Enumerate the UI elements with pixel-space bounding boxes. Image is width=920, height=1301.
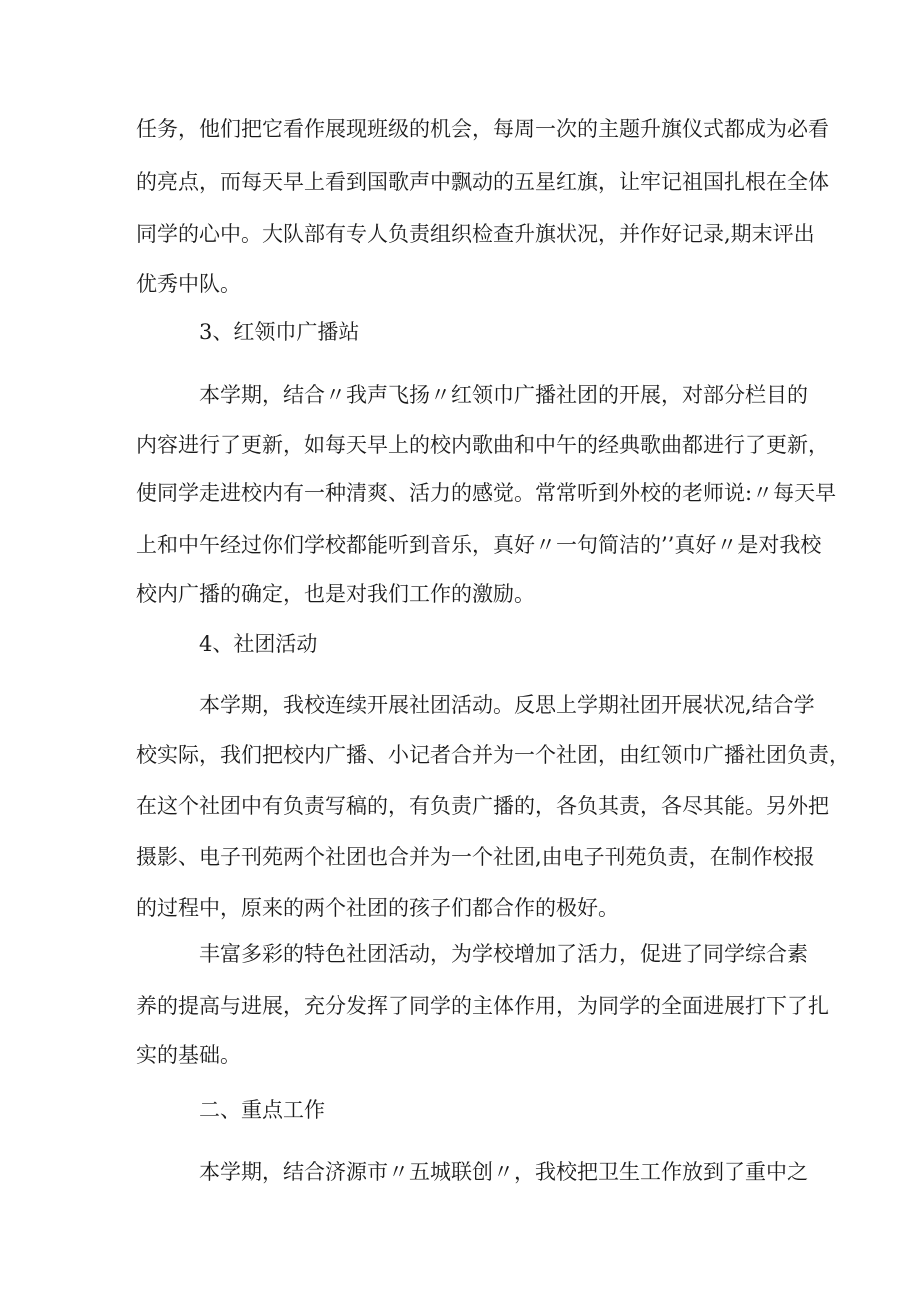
- paragraph-line: 使同学走进校内有一种清爽、活力的感觉。常常听到外校的老师说:〃每天早: [136, 481, 837, 505]
- paragraph-line: 在这个社团中有负责写稿的，有负责广播的，各负其责，各尽其能。另外把: [136, 794, 829, 818]
- paragraph-line: 本学期，我校连续开展社团活动。反思上学期社团开展状况,结合学: [199, 693, 815, 717]
- section-heading: 二、重点工作: [199, 1098, 325, 1122]
- paragraph-line: 上和中午经过你们学校都能听到音乐，真好〃一句简洁的’’真好〃是对我校: [136, 533, 822, 557]
- paragraph-line: 摄影、电子刊苑两个社团也合并为一个社团,由电子刊苑负责，在制作校报: [136, 845, 815, 869]
- paragraph-line: 同学的心中。大队部有专人负责组织检查升旗状况，并作好记录,期末评出: [136, 222, 815, 246]
- paragraph-line: 养的提高与进展，充分发挥了同学的主体作用，为同学的全面进展打下了扎: [136, 994, 829, 1018]
- paragraph-line: 任务，他们把它看作展现班级的机会，每周一次的主题升旗仪式都成为必看: [136, 117, 829, 141]
- paragraph-line: 校内广播的确定，也是对我们工作的激励。: [136, 582, 535, 606]
- paragraph-line: 优秀中队。: [136, 272, 241, 296]
- paragraph-line: 的过程中，原来的两个社团的孩子们都合作的极好。: [136, 896, 619, 920]
- paragraph-line: 的亮点，而每天早上看到国歌声中飘动的五星红旗，让牢记祖国扎根在全体: [136, 170, 829, 194]
- paragraph-line: 本学期，结合济源市〃五城联创〃，我校把卫生工作放到了重中之: [199, 1160, 808, 1184]
- paragraph-line: 校实际，我们把校内广播、小记者合并为一个社团，由红领巾广播社团负责，: [136, 743, 850, 767]
- paragraph-line: 实的基础。: [136, 1043, 241, 1067]
- paragraph-line: 丰富多彩的特色社团活动，为学校增加了活力，促进了同学综合素: [199, 942, 808, 966]
- section-heading: 3、红领巾广播站: [199, 320, 360, 344]
- paragraph-line: 内容进行了更新，如每天早上的校内歌曲和中午的经典歌曲都进行了更新，: [136, 433, 829, 457]
- section-heading: 4、社团活动: [199, 632, 318, 656]
- paragraph-line: 本学期，结合〃我声飞扬〃红领巾广播社团的开展，对部分栏目的: [199, 383, 808, 407]
